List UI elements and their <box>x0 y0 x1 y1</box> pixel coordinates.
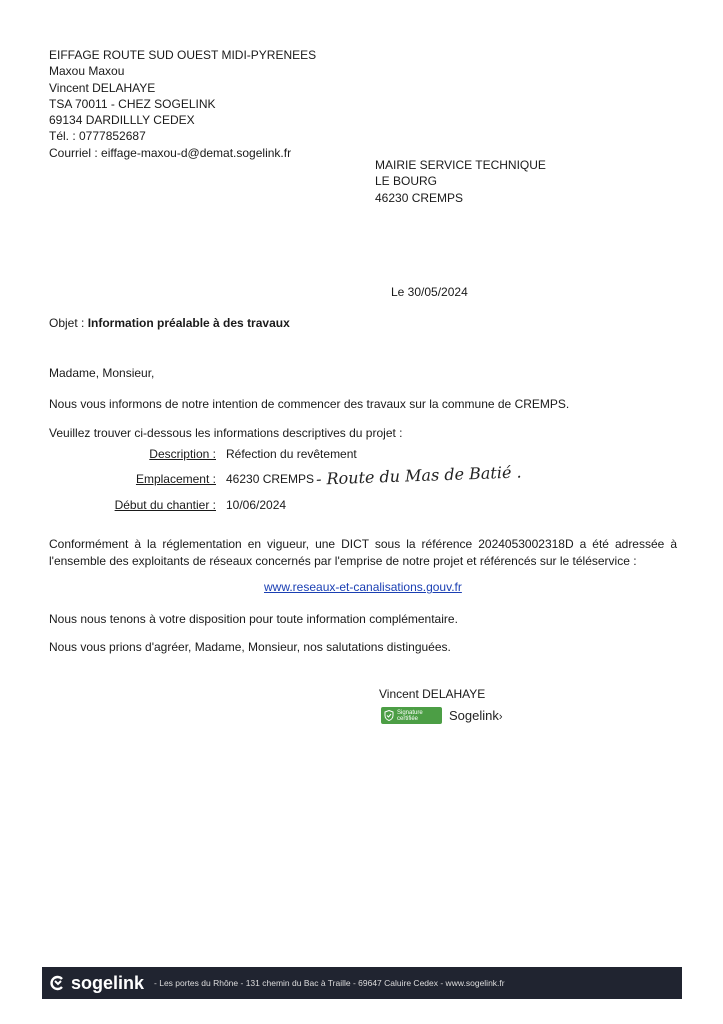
signatory-name: Vincent DELAHAYE <box>379 687 486 701</box>
footer-logo <box>50 973 144 994</box>
recipient-address-block <box>375 157 546 206</box>
regulation-paragraph: Conformément à la réglementation en vigueur, une DICT sous la référence 2024053002318D a été adressée à l'ensemble des exploitants de réseaux concernés par l'emprise de notre projet et référencés sur le téléservice : <box>49 537 677 568</box>
certified-signature-badge <box>381 707 442 724</box>
sender-company: EIFFAGE ROUTE SUD OUEST MIDI-PYRENEES <box>49 48 317 62</box>
teleservice-link[interactable]: www.reseaux-et-canalisations.gouv.fr <box>264 580 462 594</box>
footer-address: - Les portes du Rhône - 131 chemin du Bac à Traille - 69647 Caluire Cedex - www.sogelink.fr <box>154 978 505 988</box>
sender-address-line: TSA 70011 - CHEZ SOGELINK <box>49 96 216 111</box>
sogelink-logo-icon <box>50 975 66 991</box>
closing-paragraph: Nous vous prions d'agréer, Madame, Monsieur, nos salutations distinguées. <box>49 640 451 654</box>
signature-brand <box>449 708 503 723</box>
page-footer <box>42 967 682 999</box>
signature-brand-text: Sogelink <box>449 708 499 723</box>
recipient-street: LE BOURG <box>375 174 438 189</box>
info-value: 10/06/2024 <box>226 498 287 512</box>
subject-text: Information préalable à des travaux <box>87 316 290 330</box>
info-row-start-date <box>0 497 723 513</box>
info-value: 46230 CREMPS <box>226 472 315 486</box>
footer-logo-text: sogelink <box>71 972 145 993</box>
info-label: Description : <box>149 447 216 461</box>
subject-label: Objet : <box>49 316 88 330</box>
handwritten-note: - Route du Mas de Batié . <box>315 462 522 489</box>
letter-subject <box>49 316 290 330</box>
recipient-name: MAIRIE SERVICE TECHNIQUE <box>375 158 546 172</box>
sender-email: Courriel : eiffage-maxou-d@demat.sogelink.fr <box>49 145 292 160</box>
badge-line-1: Signature <box>397 709 423 716</box>
intro-paragraph: Nous vous informons de notre intention de commencer des travaux sur la commune de CREMPS. <box>49 397 570 411</box>
shield-check-icon <box>384 710 394 721</box>
badge-line-2: certifiée <box>397 715 419 722</box>
info-intro: Veuillez trouver ci-dessous les informations descriptives du projet : <box>49 426 403 440</box>
sender-contact: Maxou Maxou <box>49 64 125 79</box>
greeting: Madame, Monsieur, <box>49 366 155 380</box>
sender-address-block <box>49 47 316 161</box>
info-label: Début du chantier : <box>114 498 216 512</box>
sender-phone: Tél. : 0777852687 <box>49 129 146 144</box>
info-row-description <box>0 446 723 462</box>
sender-city: 69134 DARDILLLY CEDEX <box>49 113 195 128</box>
brand-swoosh-icon: › <box>498 711 503 723</box>
recipient-city: 46230 CREMPS <box>375 190 464 205</box>
sender-name: Vincent DELAHAYE <box>49 80 156 95</box>
info-value: Réfection du revêtement <box>226 447 357 461</box>
letter-date: Le 30/05/2024 <box>391 285 468 299</box>
availability-paragraph: Nous nous tenons à votre disposition pour toute information complémentaire. <box>49 612 458 626</box>
info-label: Emplacement : <box>135 472 216 486</box>
